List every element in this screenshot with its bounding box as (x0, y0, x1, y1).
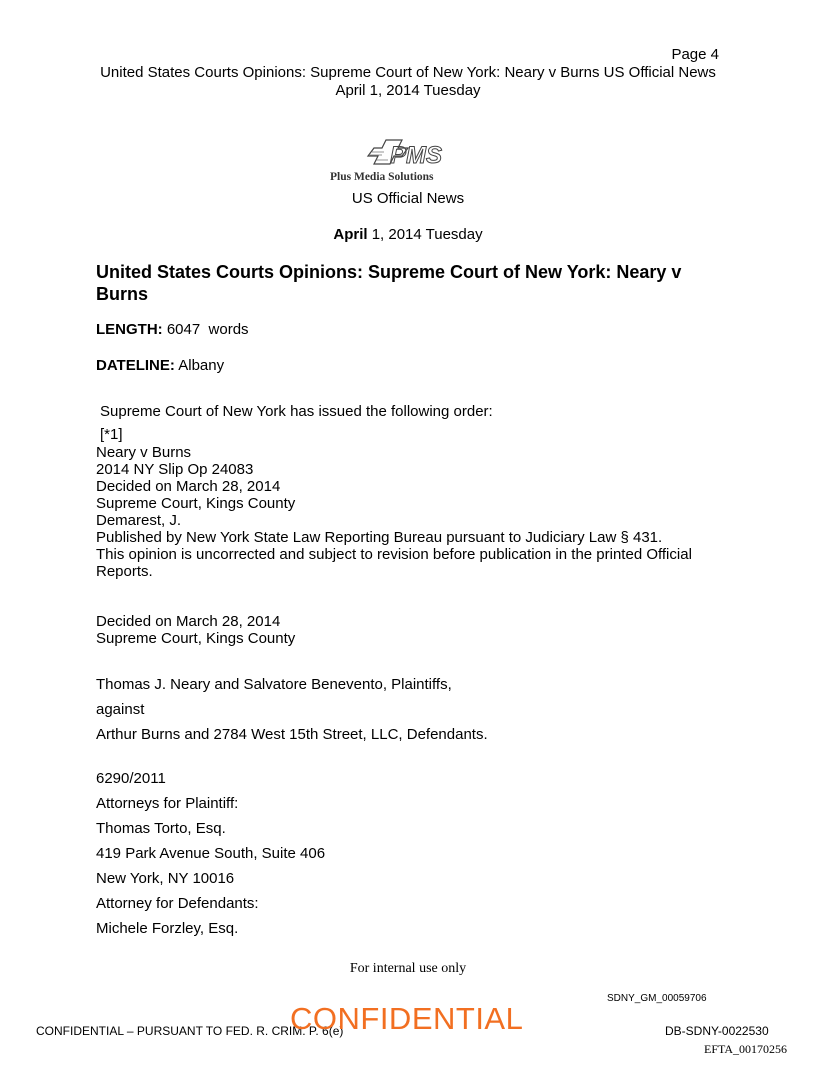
publication-date-rest: 1, 2014 Tuesday (367, 226, 483, 243)
publisher-logo (324, 136, 494, 186)
intro-text: Supreme Court of New York has issued the following order: (100, 403, 493, 420)
case-line: Published by New York State Law Reporting Bureau pursuant to Judiciary Law § 431. (96, 529, 663, 546)
case-line: Decided on March 28, 2014 (96, 478, 281, 495)
length-line (96, 321, 249, 338)
running-header: United States Courts Opinions: Supreme Court of New York: Neary v Burns US Official News April 1, 2014 Tuesday (100, 64, 716, 99)
case-line: Demarest, J. (96, 512, 182, 529)
page-number: Page 4 (671, 46, 719, 63)
publication-date (0, 226, 816, 243)
bates-number-db: DB-SDNY-0022530 (665, 1024, 769, 1038)
attorney-line: 6290/2011 (96, 770, 166, 787)
case-line: Supreme Court, Kings County (96, 495, 296, 512)
decided-line: Supreme Court, Kings County (96, 630, 296, 647)
publication-date-month: April (333, 226, 368, 243)
logo-mark: PMS (390, 142, 443, 169)
case-block (96, 444, 726, 580)
dateline-label: DATELINE: (96, 357, 175, 374)
dateline-value: Albany (174, 357, 225, 374)
article-title: United States Courts Opinions: Supreme Court of New York: Neary v Burns (96, 262, 682, 304)
party-line: Arthur Burns and 2784 West 15th Street, LLC, Defendants. (96, 726, 488, 743)
bates-number-sdny-gm: SDNY_GM_00059706 (607, 993, 707, 1004)
confidential-notice: CONFIDENTIAL – PURSUANT TO FED. R. CRIM. P. 6(e) (36, 1024, 344, 1038)
case-line: Reports. (96, 563, 153, 580)
case-line: Neary v Burns (96, 444, 192, 461)
case-line: This opinion is uncorrected and subject to revision before publication in the printed Official (96, 546, 692, 563)
attorney-line: Attorney for Defendants: (96, 895, 259, 912)
party-line: Thomas J. Neary and Salvatore Benevento, Plaintiffs, (96, 676, 452, 693)
length-value: 6047 words (162, 321, 249, 338)
internal-use-notice: For internal use only (349, 961, 467, 976)
attorney-line: Thomas Torto, Esq. (96, 820, 226, 837)
party-line: against (96, 701, 145, 718)
length-label: LENGTH: (96, 321, 163, 338)
pms-logo-icon (324, 136, 494, 186)
dateline-line (96, 357, 224, 374)
attorney-line: 419 Park Avenue South, Suite 406 (96, 845, 326, 862)
decided-line: Decided on March 28, 2014 (96, 613, 281, 630)
attorney-line: Michele Forzley, Esq. (96, 920, 239, 937)
decided-block (96, 613, 726, 647)
logo-text: Plus Media Solutions (330, 171, 434, 183)
attorney-line: Attorneys for Plaintiff: (96, 795, 239, 812)
efta-number: EFTA_00170256 (704, 1042, 788, 1056)
case-line: 2014 NY Slip Op 24083 (96, 461, 254, 478)
confidential-stamp: CONFIDENTIAL (290, 1001, 524, 1036)
page-marker: [*1] (100, 426, 123, 443)
publication-name: US Official News (351, 190, 465, 207)
attorney-line: New York, NY 10016 (96, 870, 235, 887)
